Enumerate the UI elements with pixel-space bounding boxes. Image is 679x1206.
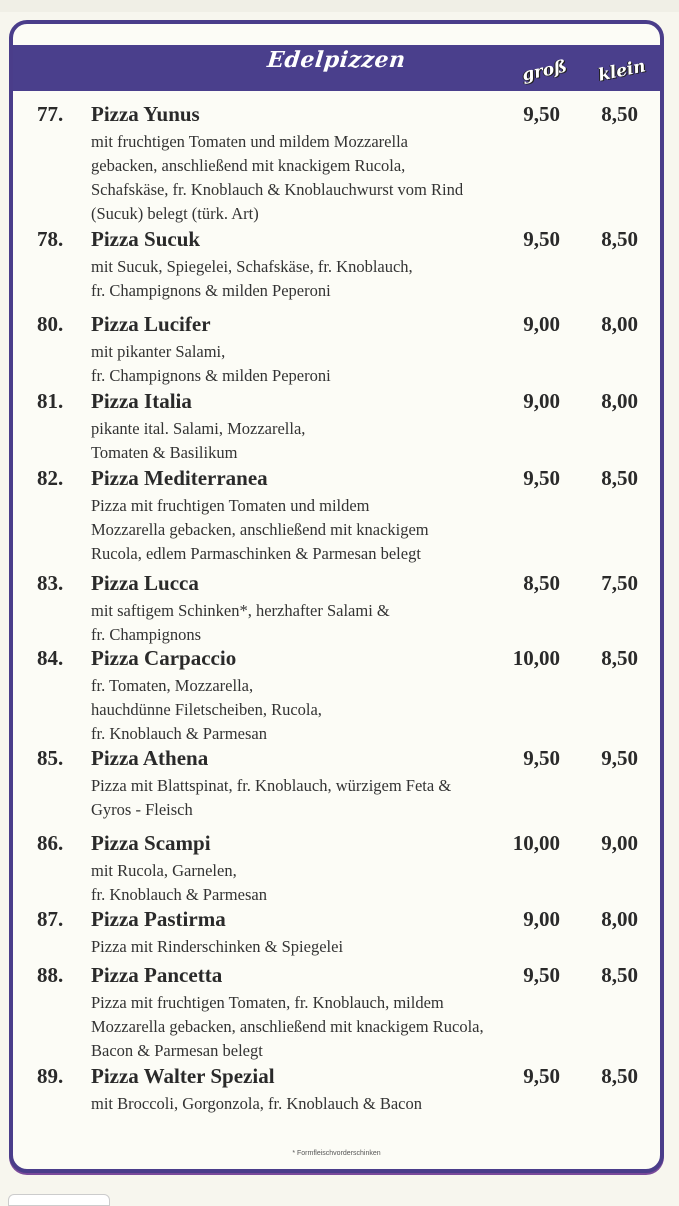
description-line: Pizza mit fruchtigen Tomaten, fr. Knoblauch, mildem xyxy=(91,993,444,1012)
item-number: 78. xyxy=(37,227,64,251)
item-name: Pizza Lucca xyxy=(91,571,199,595)
item-description xyxy=(91,774,611,822)
item-name: Pizza Scampi xyxy=(91,831,211,855)
item-price-small: 8,50 xyxy=(601,963,638,987)
item-number: 87. xyxy=(37,907,64,931)
section-header xyxy=(13,45,660,91)
item-number: 82. xyxy=(37,466,64,490)
item-price-large: 9,00 xyxy=(523,389,560,413)
description-line: fr. Champignons & milden Peperoni xyxy=(91,281,331,300)
item-price-small: 9,00 xyxy=(601,831,638,855)
item-number: 83. xyxy=(37,571,64,595)
description-line: Pizza mit Rinderschinken & Spiegelei xyxy=(91,937,344,956)
item-name: Pizza Mediterranea xyxy=(91,466,268,490)
description-line: Rucola, edlem Parmaschinken & Parmesan belegt xyxy=(91,544,421,563)
item-name: Pizza Pancetta xyxy=(91,963,223,987)
item-price-small: 8,50 xyxy=(601,646,638,670)
description-line: Tomaten & Basilikum xyxy=(91,443,238,462)
item-name: Pizza Carpaccio xyxy=(91,646,237,670)
description-line: fr. Knoblauch & Parmesan xyxy=(91,885,267,904)
item-price-small: 8,50 xyxy=(601,227,638,251)
description-line: mit Rucola, Garnelen, xyxy=(91,861,237,880)
item-number: 86. xyxy=(37,831,64,855)
item-number: 81. xyxy=(37,389,64,413)
description-line: fr. Tomaten, Mozzarella, xyxy=(91,676,254,695)
item-name: Pizza Walter Spezial xyxy=(91,1064,275,1088)
item-price-small: 8,50 xyxy=(601,1064,638,1088)
item-description xyxy=(91,935,611,959)
page-top-edge xyxy=(0,0,679,12)
footnote: * Formfleischvorderschinken xyxy=(292,1150,381,1157)
description-line: Pizza mit fruchtigen Tomaten und mildem xyxy=(91,496,370,515)
description-line: Mozzarella gebacken, anschließend mit knackigem xyxy=(91,520,429,539)
item-price-small: 8,50 xyxy=(601,102,638,126)
item-price-large: 9,50 xyxy=(523,963,560,987)
item-name: Pizza Yunus xyxy=(91,102,200,126)
description-line: Gyros - Fleisch xyxy=(91,800,193,819)
item-name: Pizza Sucuk xyxy=(91,227,201,251)
description-line: fr. Knoblauch & Parmesan xyxy=(91,724,267,743)
item-description xyxy=(91,1092,611,1116)
item-description xyxy=(91,494,611,566)
item-price-large: 10,00 xyxy=(512,831,560,855)
description-line: Pizza mit Blattspinat, fr. Knoblauch, würzigem Feta & xyxy=(91,776,452,795)
description-line: (Sucuk) belegt (türk. Art) xyxy=(91,204,259,223)
description-line: mit pikanter Salami, xyxy=(91,342,226,361)
item-description xyxy=(91,417,611,465)
column-label-large: groß xyxy=(520,56,569,86)
column-label-small: klein xyxy=(596,56,648,86)
item-price-large: 9,50 xyxy=(523,746,560,770)
description-line: fr. Champignons xyxy=(91,625,201,644)
item-number: 85. xyxy=(37,746,64,770)
item-price-small: 8,50 xyxy=(601,466,638,490)
item-name: Pizza Pastirma xyxy=(91,907,226,931)
item-name: Pizza Italia xyxy=(91,389,192,413)
description-line: fr. Champignons & milden Peperoni xyxy=(91,366,331,385)
description-line: mit Sucuk, Spiegelei, Schafskäse, fr. Knoblauch, xyxy=(91,257,413,276)
item-description xyxy=(91,674,611,746)
section-title: Edelpizzen xyxy=(266,47,407,73)
item-price-small: 8,00 xyxy=(601,312,638,336)
description-line: Schafskäse, fr. Knoblauch & Knoblauchwurst vom Rind xyxy=(91,180,464,199)
item-price-large: 9,50 xyxy=(523,466,560,490)
item-description xyxy=(91,130,611,226)
item-description xyxy=(91,859,611,907)
description-line: mit Broccoli, Gorgonzola, fr. Knoblauch & Bacon xyxy=(91,1094,422,1113)
item-price-small: 7,50 xyxy=(601,571,638,595)
description-line: hauchdünne Filetscheiben, Rucola, xyxy=(91,700,322,719)
item-price-small: 9,50 xyxy=(601,746,638,770)
page-corner-tab xyxy=(8,1194,110,1206)
menu-panel xyxy=(9,20,664,1173)
item-number: 88. xyxy=(37,963,64,987)
description-line: Bacon & Parmesan belegt xyxy=(91,1041,263,1060)
item-price-large: 9,50 xyxy=(523,1064,560,1088)
item-price-small: 8,00 xyxy=(601,389,638,413)
item-price-large: 9,00 xyxy=(523,312,560,336)
description-line: Mozzarella gebacken, anschließend mit knackigem Rucola, xyxy=(91,1017,484,1036)
description-line: mit saftigem Schinken*, herzhafter Salami & xyxy=(91,601,390,620)
item-description xyxy=(91,255,611,303)
item-price-large: 10,00 xyxy=(512,646,560,670)
item-number: 89. xyxy=(37,1064,64,1088)
description-line: pikante ital. Salami, Mozzarella, xyxy=(91,419,306,438)
item-number: 80. xyxy=(37,312,64,336)
item-price-large: 8,50 xyxy=(523,571,560,595)
item-price-large: 9,50 xyxy=(523,227,560,251)
item-name: Pizza Lucifer xyxy=(91,312,211,336)
item-price-small: 8,00 xyxy=(601,907,638,931)
item-price-large: 9,50 xyxy=(523,102,560,126)
item-number: 77. xyxy=(37,102,64,126)
item-number: 84. xyxy=(37,646,64,670)
description-line: gebacken, anschließend mit knackigem Rucola, xyxy=(91,156,406,175)
item-description xyxy=(91,599,611,647)
item-price-large: 9,00 xyxy=(523,907,560,931)
item-description xyxy=(91,340,611,388)
description-line: mit fruchtigen Tomaten und mildem Mozzarella xyxy=(91,132,408,151)
item-name: Pizza Athena xyxy=(91,746,209,770)
item-description xyxy=(91,991,611,1063)
